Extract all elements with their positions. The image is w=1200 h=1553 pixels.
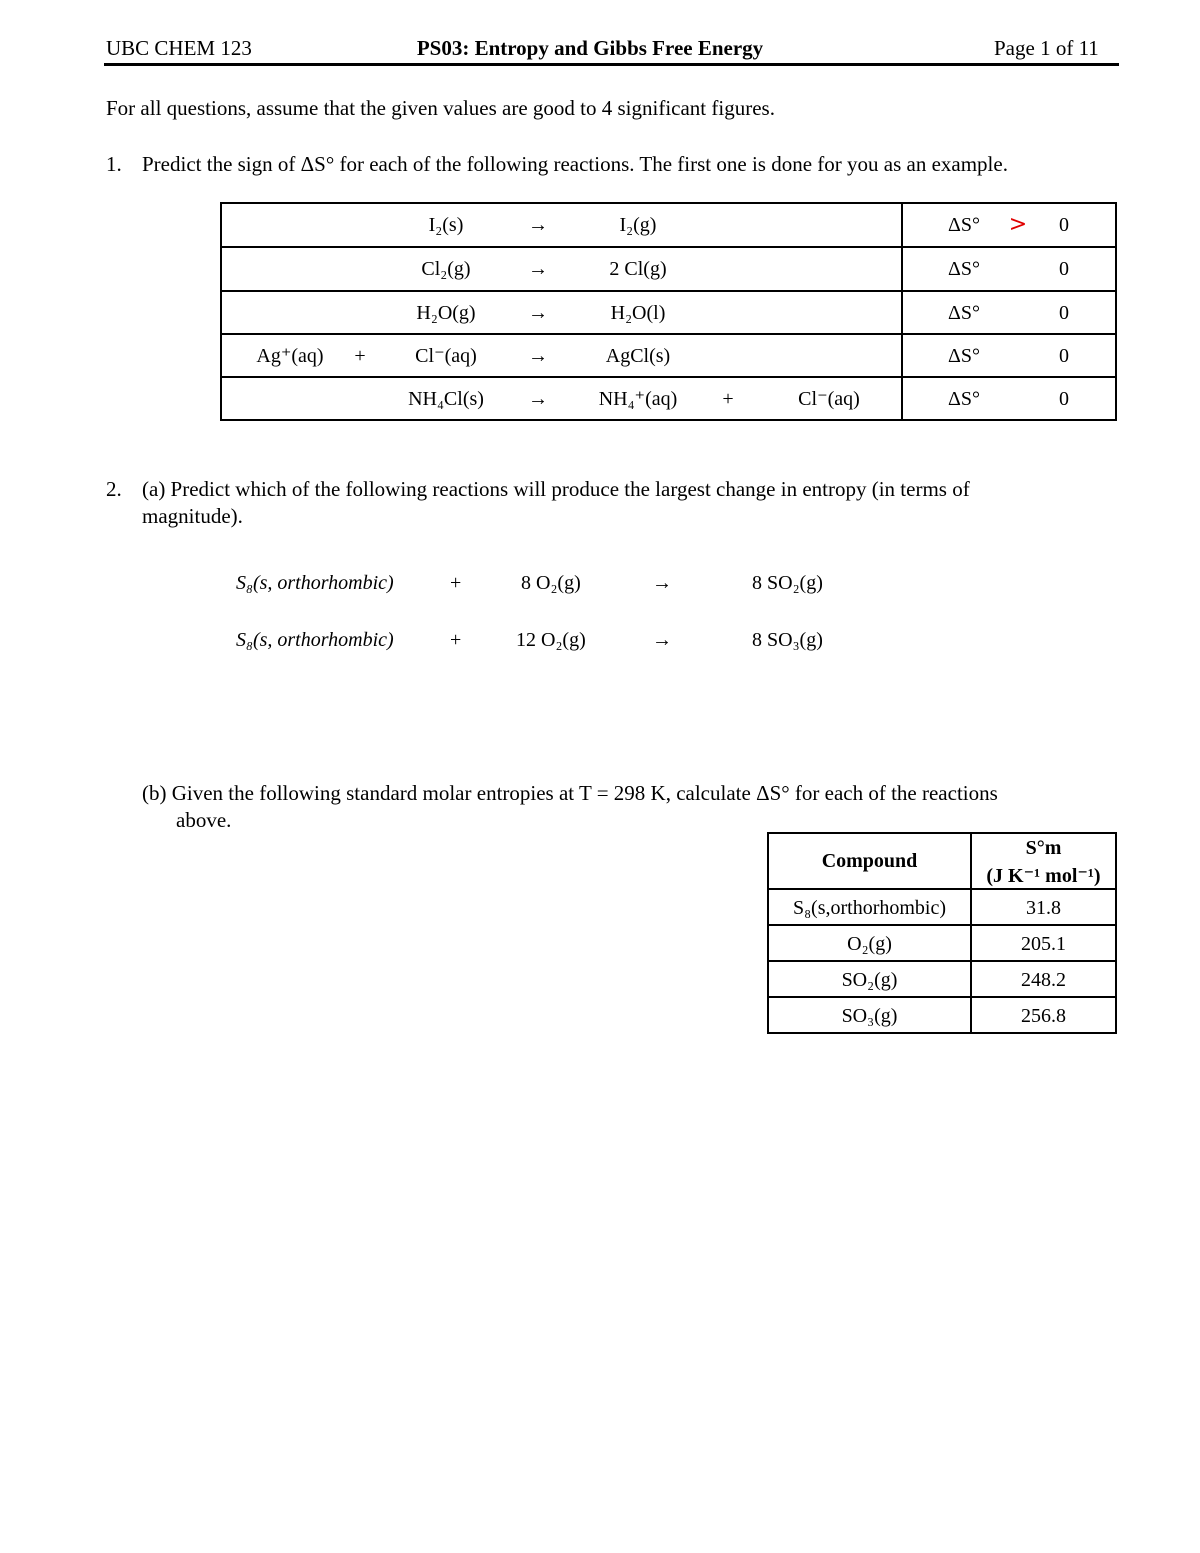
delta-s-label: ΔS° [948, 214, 980, 236]
reactant-2: Cl₂(g) [421, 258, 471, 280]
reaction-row [220, 248, 1117, 290]
reaction-equation [0, 572, 1200, 602]
plus-sign [708, 335, 748, 377]
table-cell-compound: SO₃(g) [841, 1005, 898, 1027]
product-2 [766, 248, 892, 290]
reaction-sign-table [220, 202, 1117, 421]
plus-sign: + [354, 345, 366, 367]
question-2a-text: (a) Predict which of the following reactions will produce the largest change in entropy (in terms of [142, 477, 970, 501]
reactant: 8 O₂(g) [521, 572, 581, 594]
table-cell-value: 205.1 [1021, 933, 1066, 955]
reactant-2: Cl⁻(aq) [415, 345, 477, 367]
delta-s-label: ΔS° [948, 345, 980, 367]
plus-sign [708, 292, 748, 334]
zero-value: 0 [1059, 258, 1069, 280]
product-2 [766, 292, 892, 334]
course-name: UBC CHEM 123 [106, 36, 252, 60]
plus-sign [340, 204, 380, 246]
table-cell-value: 256.8 [1021, 1005, 1066, 1027]
example-sign-answer: > [1008, 212, 1028, 237]
column-header-entropy: S°m [1025, 837, 1062, 859]
plus-sign [708, 204, 748, 246]
table-cell-compound: O₂(g) [847, 933, 892, 955]
plus-sign: + [450, 572, 462, 594]
question-1-text: Predict the sign of ΔS° for each of the following reactions. The first one is done for you as an example. [142, 152, 1008, 176]
reactant-1: Ag⁺(aq) [256, 345, 324, 367]
reactant-1 [220, 292, 360, 334]
reactant-1 [220, 248, 360, 290]
reactant-1 [220, 378, 360, 420]
reaction-equation [0, 629, 1200, 659]
table-cell-compound: S₈(s,orthorhombic) [792, 897, 947, 919]
intro-text: For all questions, assume that the given values are good to 4 significant figures. [106, 96, 775, 120]
reactant-2: NH₄Cl(s) [408, 388, 484, 410]
product-2: Cl⁻(aq) [798, 388, 860, 410]
page-number: Page 1 of 11 [994, 36, 1099, 60]
product-1: NH₄⁺(aq) [598, 388, 678, 410]
reaction-arrow: → [652, 629, 672, 651]
product-1: 2 Cl(g) [609, 258, 667, 280]
product: 8 SO₃(g) [752, 629, 823, 651]
standard-entropy-table [767, 832, 1117, 1034]
reaction-arrow: → [528, 258, 548, 280]
zero-value: 0 [1059, 345, 1069, 367]
product: 8 SO₂(g) [752, 572, 823, 594]
sign-answer-blank[interactable] [1000, 292, 1036, 334]
product-1: I₂(g) [619, 214, 657, 236]
product-1: H₂O(l) [610, 302, 666, 324]
delta-s-label: ΔS° [948, 388, 980, 410]
column-header-units: (J K⁻¹ mol⁻¹) [986, 865, 1101, 887]
reactant: 12 O₂(g) [516, 629, 586, 651]
reaction-arrow: → [528, 302, 548, 324]
zero-value: 0 [1059, 388, 1069, 410]
product-2 [766, 204, 892, 246]
reactant: S₈(s, orthorhombic) [236, 629, 394, 651]
reaction-arrow: → [528, 214, 548, 236]
reaction-row [220, 292, 1117, 334]
table-cell-compound: SO₂(g) [841, 969, 898, 991]
reactant-2: H₂O(g) [416, 302, 476, 324]
sign-answer-blank[interactable] [1000, 248, 1036, 290]
table-cell-value: 31.8 [1026, 897, 1061, 919]
zero-value: 0 [1059, 214, 1069, 236]
reactant: S₈(s, orthorhombic) [236, 572, 394, 594]
reaction-row [220, 204, 1117, 246]
reaction-arrow: → [528, 388, 548, 410]
column-header-compound: Compound [821, 850, 918, 872]
reaction-row [220, 335, 1117, 377]
plus-sign: + [450, 629, 462, 651]
sign-answer-blank[interactable] [1000, 378, 1036, 420]
plus-sign [340, 378, 380, 420]
product-2 [766, 335, 892, 377]
question-1-number: 1. [106, 152, 122, 176]
reaction-arrow: → [652, 572, 672, 594]
plus-sign [340, 248, 380, 290]
document-title: PS03: Entropy and Gibbs Free Energy [416, 36, 764, 60]
header-rule [104, 63, 1119, 66]
delta-s-label: ΔS° [948, 258, 980, 280]
reaction-row [220, 378, 1117, 420]
plus-sign [340, 292, 380, 334]
question-2a-text-cont: magnitude). [142, 504, 243, 528]
reaction-arrow: → [528, 345, 548, 367]
plus-sign: + [722, 388, 734, 410]
question-2b-text: (b) Given the following standard molar entropies at T = 298 K, calculate ΔS° for each of the reactions [142, 781, 998, 805]
reactant-1 [220, 204, 360, 246]
delta-s-label: ΔS° [948, 302, 980, 324]
product-1: AgCl(s) [605, 345, 671, 367]
table-cell-value: 248.2 [1021, 969, 1066, 991]
question-2b-text-cont: above. [176, 808, 232, 832]
zero-value: 0 [1059, 302, 1069, 324]
question-2-number: 2. [106, 477, 122, 501]
sign-answer-blank[interactable] [1000, 335, 1036, 377]
plus-sign [708, 248, 748, 290]
reactant-2: I₂(s) [428, 214, 464, 236]
